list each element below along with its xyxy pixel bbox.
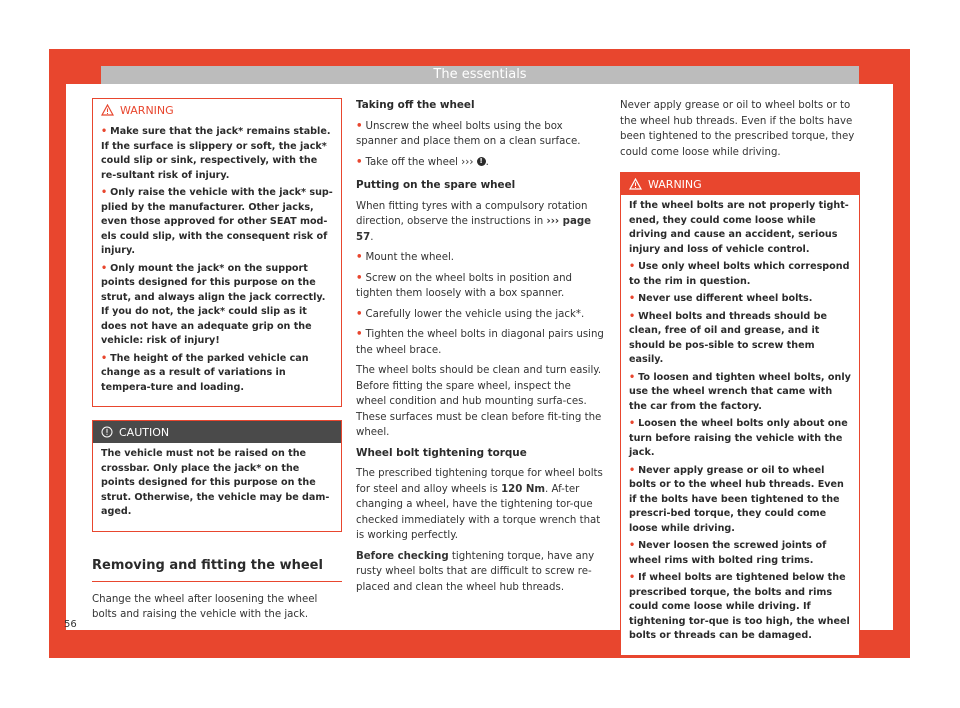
- caution-title: CAUTION: [119, 425, 170, 439]
- list-item: • Carefully lower the vehicle using the jack*.: [356, 308, 585, 320]
- warning-item: • Wheel bolts and threads should be clean, free of oil and grease, and it should be pos-sible to screw them easily.: [629, 310, 827, 365]
- putting-on-text: When fitting tyres with a compulsory rotation direction, observe the instructions in ››› page 57.: [356, 200, 592, 243]
- page-header: The essentials: [101, 66, 859, 84]
- section-intro: Change the wheel after loosening the wheel bolts and raising the vehicle with the jack.: [92, 593, 318, 620]
- page-number: 56: [64, 619, 77, 630]
- list-item: • Screw on the wheel bolts in position and tighten them loosely with a box spanner.: [356, 272, 573, 299]
- caution-body: [93, 443, 341, 531]
- warning-title: WARNING: [648, 177, 702, 191]
- caution-text: The vehicle must not be raised on the crossbar. Only place the jack* on the points designed for this purpose on the strut. Otherwise, the vehicle may be dam-aged.: [101, 448, 330, 517]
- warning-intro: If the wheel bolts are not properly tight-ened, they could come loose while driving and cause an accident, serious injury and loss of vehicle control.: [629, 200, 849, 255]
- torque-title: Wheel bolt tightening torque: [356, 446, 527, 459]
- putting-on-title: Putting on the spare wheel: [356, 179, 516, 191]
- list-item: • Unscrew the wheel bolts using the box spanner and place them on a clean surface.: [356, 120, 581, 147]
- warning-body: [621, 195, 859, 655]
- warning-item: • Use only wheel bolts which correspond to the rim in question.: [629, 261, 850, 287]
- warning-header: [93, 99, 341, 121]
- warning-item: • Never loosen the screwed joints of wheel rims with bolted ring trims.: [629, 540, 827, 566]
- warning-item: • To loosen and tighten wheel bolts, only use the wheel wrench that came with the car from the factory.: [629, 371, 851, 412]
- before-checking-text: Before checking tightening torque, have any rusty wheel bolts that are difficult to screw re-placed and clean the wheel hub threads.: [356, 550, 595, 593]
- grease-text: Never apply grease or oil to wheel bolts or to the wheel hub threads. Even if the bolts have been tightened to the prescribed torque, they could come loose while driving.: [620, 100, 855, 158]
- column-left: [92, 98, 342, 628]
- caution-box: [92, 420, 342, 532]
- warning-box-jack: [92, 98, 342, 407]
- info-circle-icon: [101, 426, 113, 438]
- clean-text: The wheel bolts should be clean and turn easily. Before fitting the spare wheel, inspect the wheel condition and hub mounting surfa-ces. These surfaces must be clean before fit-ting the wheel.: [356, 365, 602, 438]
- warning-item: • Only mount the jack* on the support points designed for this purpose on the strut, and always align the jack correctly. If you do not, the jack* could slip as it does not have an adequate grip on the vehicle: risk of injury!: [101, 262, 326, 346]
- page-link[interactable]: ››› page 57: [356, 216, 592, 243]
- warning-item: • Never use different wheel bolts.: [629, 293, 813, 304]
- column-middle: [356, 98, 604, 600]
- warning-item: • Only raise the vehicle with the jack* sup-plied by the manufacturer. Other jacks, even those approved for other SEAT mod-els could slip, with the consequent risk of injury.: [101, 187, 333, 256]
- column-right: [620, 98, 860, 656]
- warning-item: • Never apply grease or oil to wheel bolts or to the wheel hub threads. Even if the bolts have been tightened to the prescri-bed torque, they could come loose while driving.: [629, 464, 844, 534]
- warning-ref-icon: !: [477, 157, 486, 166]
- warning-header: [621, 173, 859, 195]
- taking-off-title: Taking off the wheel: [356, 99, 475, 111]
- warning-item: • The height of the parked vehicle can change as a result of variations in tempera-ture and loading.: [101, 352, 309, 393]
- warning-item: • Loosen the wheel bolts only about one turn before raising the vehicle with the jack.: [629, 418, 848, 458]
- warning-triangle-icon: [629, 178, 642, 190]
- list-item: • Mount the wheel.: [356, 252, 455, 263]
- section-title: Removing and fitting the wheel: [92, 558, 342, 582]
- warning-item: • Make sure that the jack* remains stable. If the surface is slippery or soft, the jack* could slip or sink, respectively, with the re-sultant risk of injury.: [101, 126, 331, 181]
- warning-body: [93, 121, 341, 406]
- warning-title: WARNING: [120, 103, 174, 117]
- warning-box-bolts: [620, 172, 860, 656]
- caution-header: [93, 421, 341, 443]
- list-item: • Take off the wheel ››› ! .: [356, 156, 489, 168]
- warning-item: • If wheel bolts are tightened below the prescribed torque, the bolts and rims could come loose while driving. If tightening tor-que is too high, the wheel bolts or threads can be damaged.: [629, 572, 850, 641]
- list-item: • Tighten the wheel bolts in diagonal pairs using the wheel brace.: [356, 329, 604, 356]
- torque-text: The prescribed tightening torque for wheel bolts for steel and alloy wheels is 120 Nm. Af-ter changing a wheel, have the tightening tor-que checked immediately with a torque wrench that is working perfectly.: [356, 468, 603, 541]
- warning-triangle-icon: [101, 104, 114, 116]
